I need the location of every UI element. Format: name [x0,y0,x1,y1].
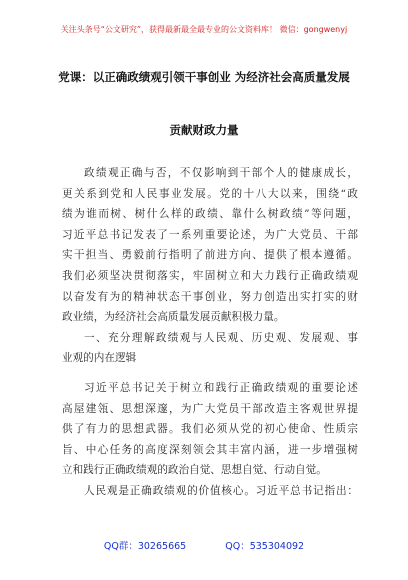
paragraph-line: 更关系到党和人民事业发展。党的十八大以来，围绕“政 [62,187,358,200]
paragraph-line: 人民观是正确政绩观的价值核心。习近平总书记指出： [84,484,358,497]
paragraph-line: 以奋发有为的精神状态干事创业，努力创造出实打实的财 [62,290,358,303]
paragraph-line: 政业绩，为经济社会高质量发展贡献积极力量。 [62,311,285,324]
paragraph-line: 习近平总书记发表了一系列重要论述，为广大党员、干部 [62,228,358,241]
qq-contact-label: QQ：535304092 [225,541,305,552]
qq-group-label: QQ群：30265665 [103,541,187,552]
paragraph-line: 我们必须坚决贯彻落实，牢固树立和大力践行正确政绩观 [62,269,358,282]
paragraph-line: 立和践行正确政绩观的政治自觉、思想自觉、行动自觉。 [62,464,327,477]
paragraph-line: 供了有力的思想武器。我们必须从党的初心使命、性质宗 [62,423,358,436]
section-heading-line: 业观的内在逻辑 [62,352,137,365]
paragraph-line: 习近平总书记关于树立和践行正确政绩观的重要论述 [84,381,358,394]
document-title: 党课：以正确政绩观引领干事创业 为经济社会高质量发展 [58,70,350,84]
section-heading-line: 一、充分理解政绩观与人民观、历史观、发展观、事 [84,331,358,344]
paragraph-line: 绩为谁而树、树什么样的政绩、靠什么树政绩”等问题， [62,208,358,221]
paragraph-line: 实干担当、勇毅前行指明了前进方向、提供了根本遵循。 [62,249,358,262]
document-body [62,163,358,502]
paragraph-line: 政绩观正确与否，不仅影响到干部个人的健康成长， [84,167,358,179]
paragraph-line: 旨、中心任务的高度深刻领会其丰富内涵，进一步增强树 [62,443,358,456]
paragraph-line: 高屋建瓴、思想深邃，为广大党员干部改造主客观世界提 [62,402,358,415]
header-banner: 关注头条号“公文研究”，获得最新最全最专业的公文资料库！ 微信：gongwenyj [60,25,348,34]
footer-contact [0,538,408,552]
document-title-continued: 贡献财政力量 [169,123,239,137]
